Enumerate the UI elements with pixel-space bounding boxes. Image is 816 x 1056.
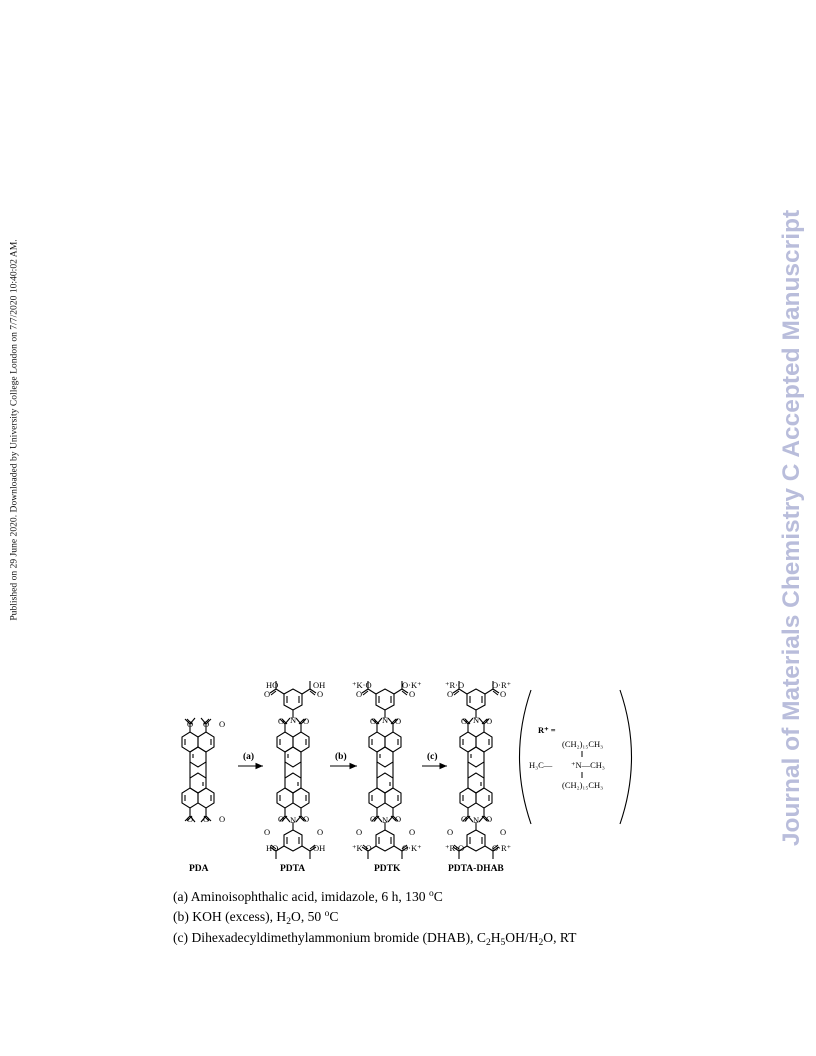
- pdtk-structure: [352, 680, 422, 859]
- svg-text:O: O: [187, 814, 194, 824]
- svg-text:⁺N—CH₃: ⁺N—CH₃: [571, 760, 605, 770]
- svg-text:⁺K·O: ⁺K·O: [352, 680, 372, 690]
- svg-text:O: O: [486, 716, 493, 726]
- pda-structure: [182, 718, 225, 824]
- svg-text:HO: HO: [266, 843, 279, 853]
- svg-text:O: O: [356, 689, 363, 699]
- svg-text:O: O: [461, 814, 468, 824]
- svg-text:O: O: [486, 814, 493, 824]
- svg-text:O: O: [303, 814, 310, 824]
- svg-text:N: N: [290, 715, 297, 725]
- label-pdtk: PDTK: [374, 864, 401, 874]
- svg-text:OH: OH: [313, 680, 326, 690]
- svg-text:O: O: [278, 814, 285, 824]
- svg-text:O: O: [395, 716, 402, 726]
- label-pda: PDA: [189, 864, 209, 874]
- svg-text:R⁺ =: R⁺ =: [538, 725, 556, 735]
- svg-text:⁺R·O: ⁺R·O: [445, 843, 465, 853]
- svg-text:(CH₂)₁₅CH₃: (CH₂)₁₅CH₃: [562, 739, 604, 749]
- svg-text:H₃C—: H₃C—: [529, 760, 553, 770]
- svg-text:OH: OH: [313, 843, 326, 853]
- svg-text:N: N: [382, 815, 389, 825]
- reaction-arrows: [238, 751, 447, 766]
- svg-text:O: O: [219, 719, 226, 729]
- svg-text:O: O: [219, 814, 226, 824]
- svg-text:O: O: [409, 689, 416, 699]
- condition-b: (b) KOH (excess), $H_2O$, 50 $^o$C: [173, 909, 339, 927]
- svg-text:O: O: [203, 814, 210, 824]
- svg-text:O·R⁺: O·R⁺: [492, 843, 512, 853]
- svg-text:N: N: [473, 815, 480, 825]
- svg-text:O·R⁺: O·R⁺: [492, 680, 512, 690]
- condition-a: (a) Aminoisophthalic acid, imidazole, 6 h, 130 $^o$C: [173, 889, 443, 904]
- svg-text:O: O: [203, 719, 210, 729]
- compound-labels: [189, 864, 504, 874]
- svg-text:N: N: [382, 715, 389, 725]
- svg-text:O: O: [264, 689, 271, 699]
- svg-text:O: O: [187, 719, 194, 729]
- pdta-dhab-structure: [445, 680, 512, 859]
- svg-text:O: O: [395, 814, 402, 824]
- svg-text:O: O: [370, 814, 377, 824]
- svg-text:(CH₂)₁₅CH₃: (CH₂)₁₅CH₃: [562, 780, 604, 790]
- svg-text:O: O: [303, 716, 310, 726]
- step-label-a: (a): [243, 752, 255, 762]
- svg-text:O: O: [317, 827, 324, 837]
- ammonium-cation: [520, 690, 632, 824]
- svg-text:N: N: [473, 715, 480, 725]
- svg-text:O: O: [500, 689, 507, 699]
- svg-text:O: O: [447, 689, 454, 699]
- svg-text:O: O: [447, 827, 454, 837]
- svg-text:O·K⁺: O·K⁺: [402, 680, 422, 690]
- svg-text:⁺R·O: ⁺R·O: [445, 680, 465, 690]
- svg-text:O: O: [370, 716, 377, 726]
- svg-text:O·K⁺: O·K⁺: [402, 843, 422, 853]
- svg-text:HO: HO: [266, 680, 279, 690]
- svg-text:⁺K·O: ⁺K·O: [352, 843, 372, 853]
- svg-text:N: N: [290, 815, 297, 825]
- label-pdta-dhab: PDTA-DHAB: [448, 864, 504, 874]
- condition-c: (c) Dihexadecyldimethylammonium bromide (DHAB), $C_2H_5OH/H_2O$, RT: [173, 930, 577, 948]
- step-label-b: (b): [335, 752, 347, 762]
- svg-text:O: O: [356, 827, 363, 837]
- pdta-structure: [264, 680, 325, 859]
- step-label-c: (c): [427, 752, 438, 762]
- svg-text:O: O: [278, 716, 285, 726]
- svg-text:O: O: [500, 827, 507, 837]
- svg-text:O: O: [317, 689, 324, 699]
- svg-text:O: O: [264, 827, 271, 837]
- svg-text:O: O: [461, 716, 468, 726]
- label-pdta: PDTA: [280, 864, 306, 874]
- svg-text:O: O: [409, 827, 416, 837]
